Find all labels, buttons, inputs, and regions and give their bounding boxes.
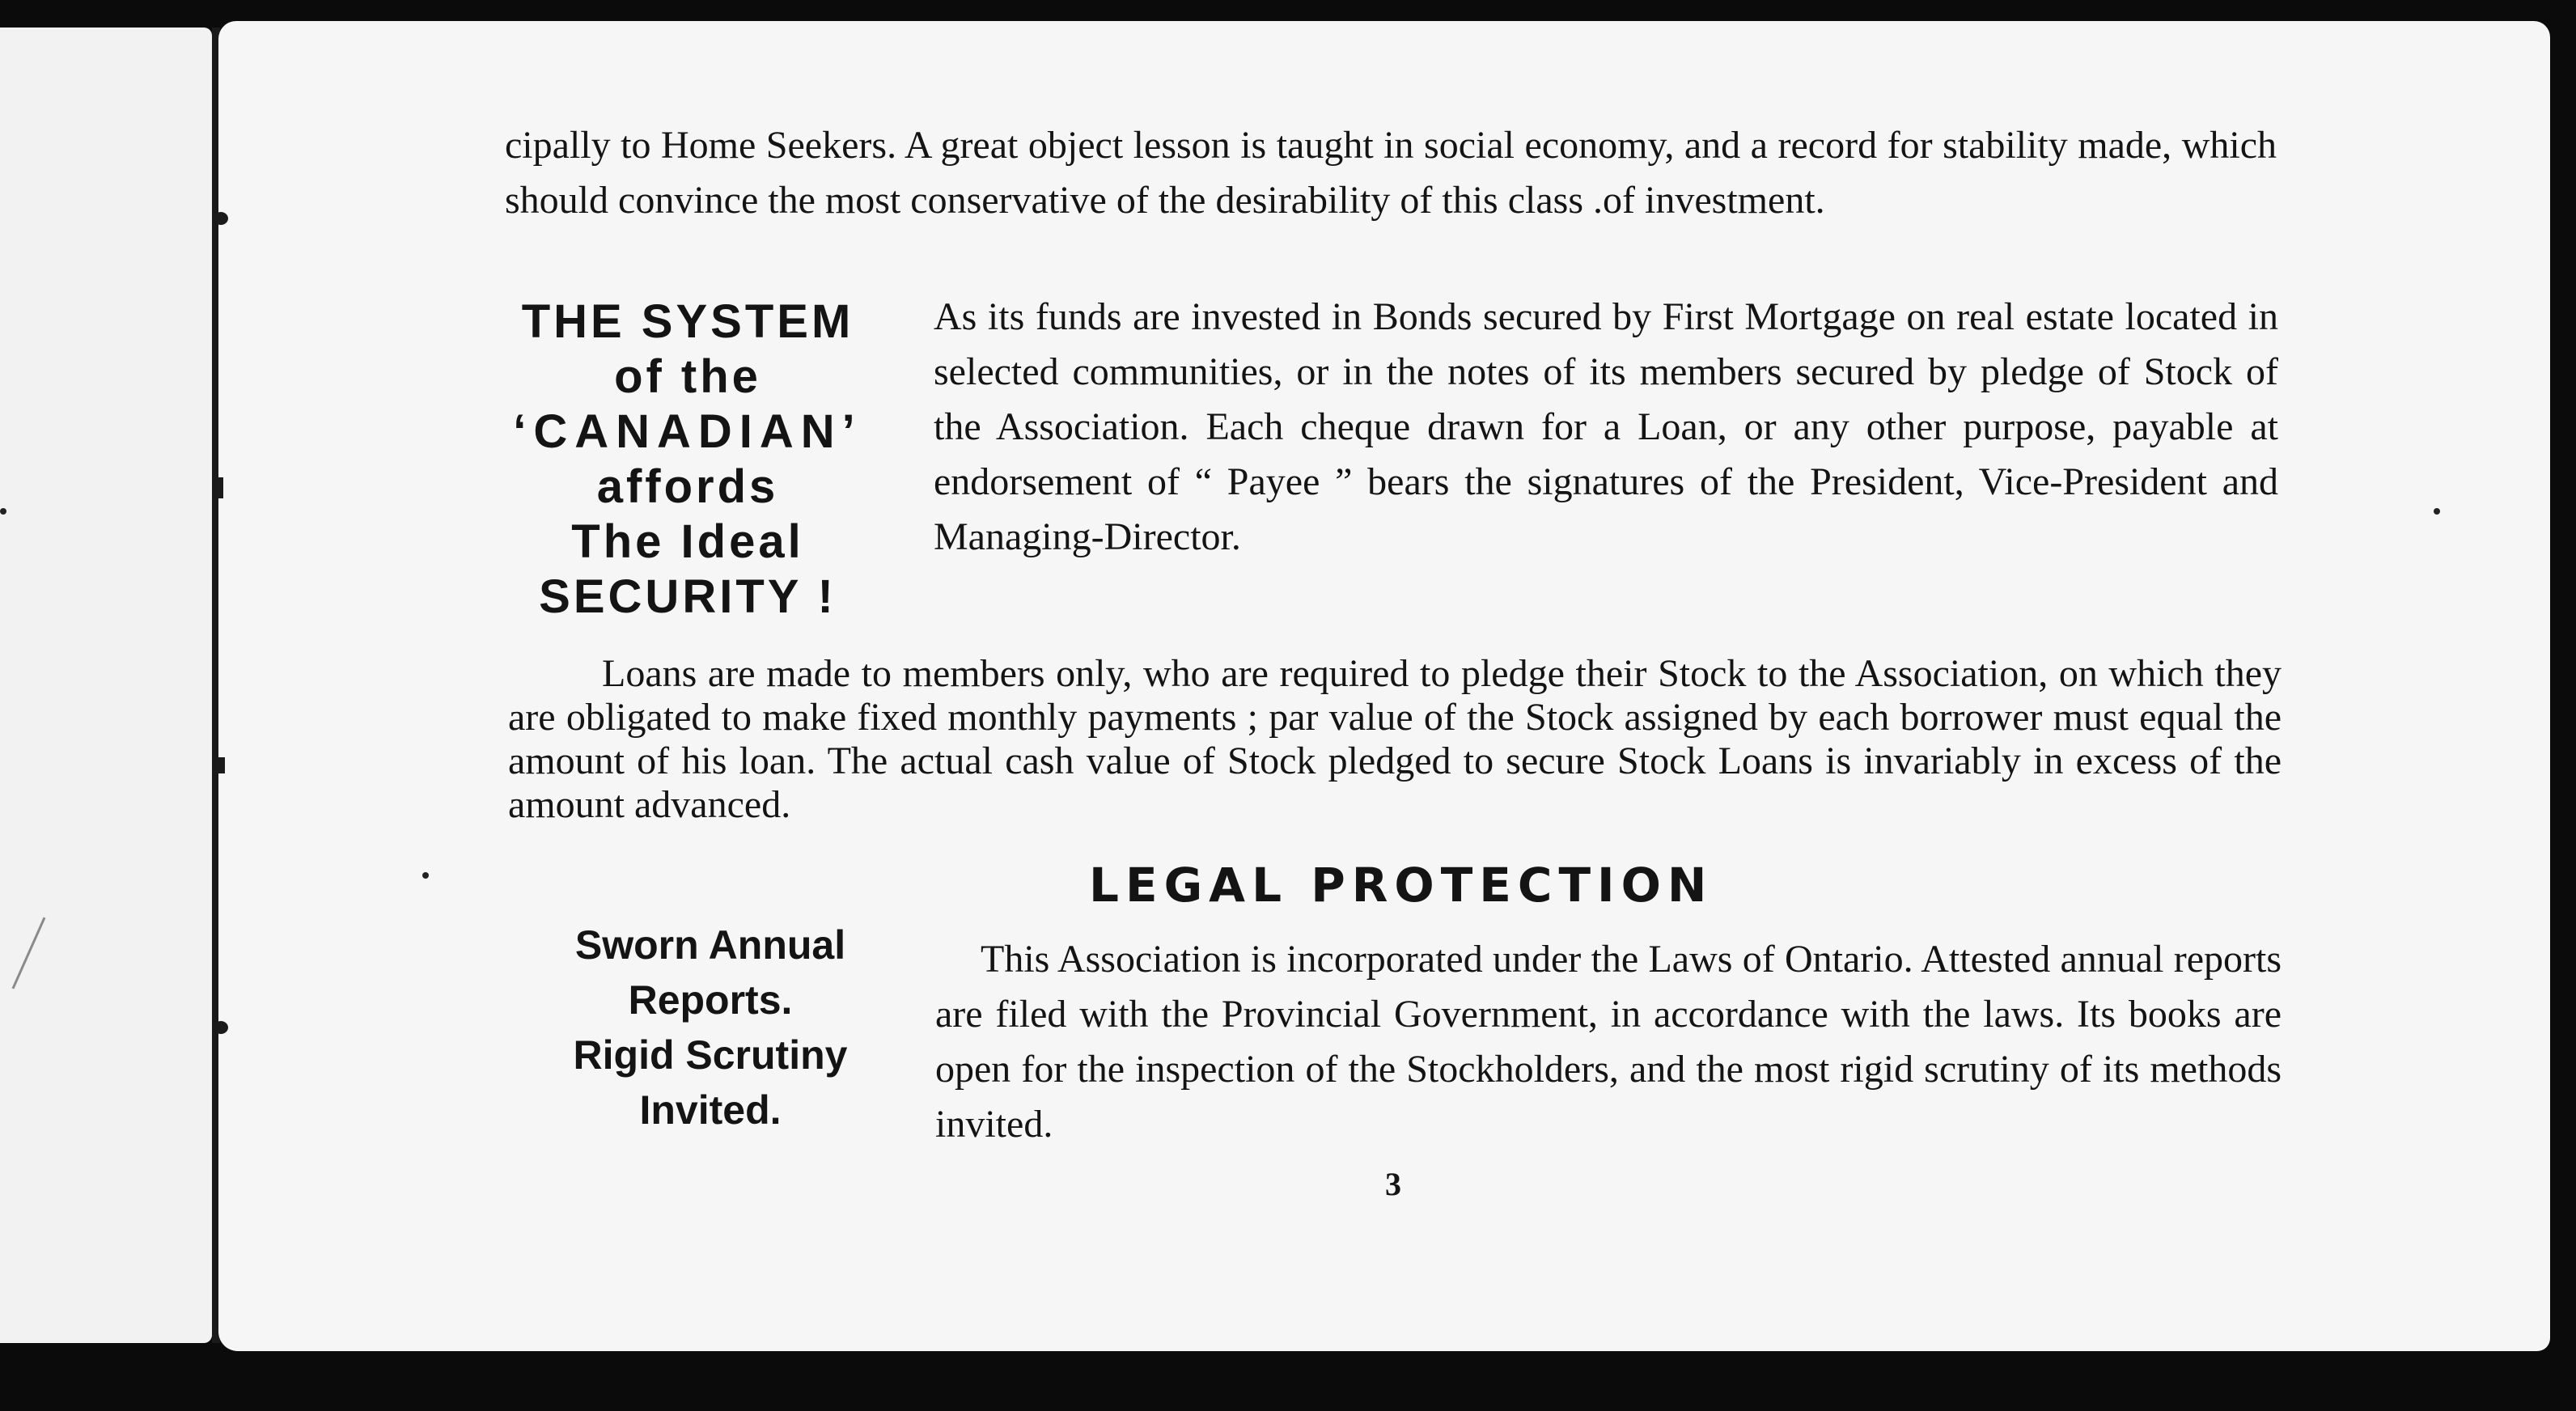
side-heading-line: ‘CANADIAN’ [513, 405, 862, 458]
legal-protection-heading: LEGAL PROTECTION [1089, 858, 1714, 913]
side-heading-line: THE SYSTEM [521, 295, 854, 348]
binding-hole [214, 212, 228, 225]
system-paragraph: As its funds are invested in Bonds secured by First Mortgage on real estate located in selected communities, or in the notes of its members secured by pledge of Stock of the Association. Each cheque drawn for a Loan, or any other purpose, payable at endorsement of “ Payee ” bears the signatures of the President, Vice-President and Managing-Director. [934, 295, 2278, 558]
side-heading-line: Reports. [628, 977, 793, 1023]
loans-paragraph: Loans are made to members only, who are required to pledge their Stock to the Association, on which they are obligated to make fixed monthly payments ; par value of the Stock assigned by each borrower must equal the amount of his loan. The actual cash value of Stock pledged to secure Stock Loans is invariably in excess of the amount advanced. [508, 652, 2282, 826]
side-heading-line: of the [614, 350, 761, 403]
legal-paragraph: This Association is incorporated under the Laws of Ontario. Attested annual reports are filed with the Provincial Government, in accordance with the laws. Its books are open for the inspection of the Stockholders, and the most rigid scrutiny of its methods invited. [935, 938, 2282, 1146]
binding-hole [214, 1021, 228, 1034]
legal-side-heading [540, 917, 880, 1138]
dust-speck [2434, 508, 2440, 515]
side-heading-line: Sworn Annual [574, 922, 846, 968]
side-heading-line: Rigid Scrutiny [573, 1032, 848, 1078]
intro-paragraph: cipally to Home Seekers. A great object lesson is taught in social economy, and a record for stability made, which should convince the most conservative of the desirability of this class .of investment. [505, 124, 2277, 222]
side-heading-line: Invited. [639, 1087, 782, 1133]
binding-hole [218, 477, 223, 498]
left-page [0, 28, 212, 1343]
side-heading-line: SECURITY ! [539, 570, 837, 623]
dust-speck [0, 508, 6, 515]
page-number: 3 [1385, 1166, 1401, 1202]
dust-speck [422, 872, 429, 879]
side-heading-line: The Ideal [571, 515, 804, 568]
side-heading-line: affords [596, 460, 779, 513]
binding-hole [215, 757, 225, 773]
system-side-heading [485, 294, 890, 625]
